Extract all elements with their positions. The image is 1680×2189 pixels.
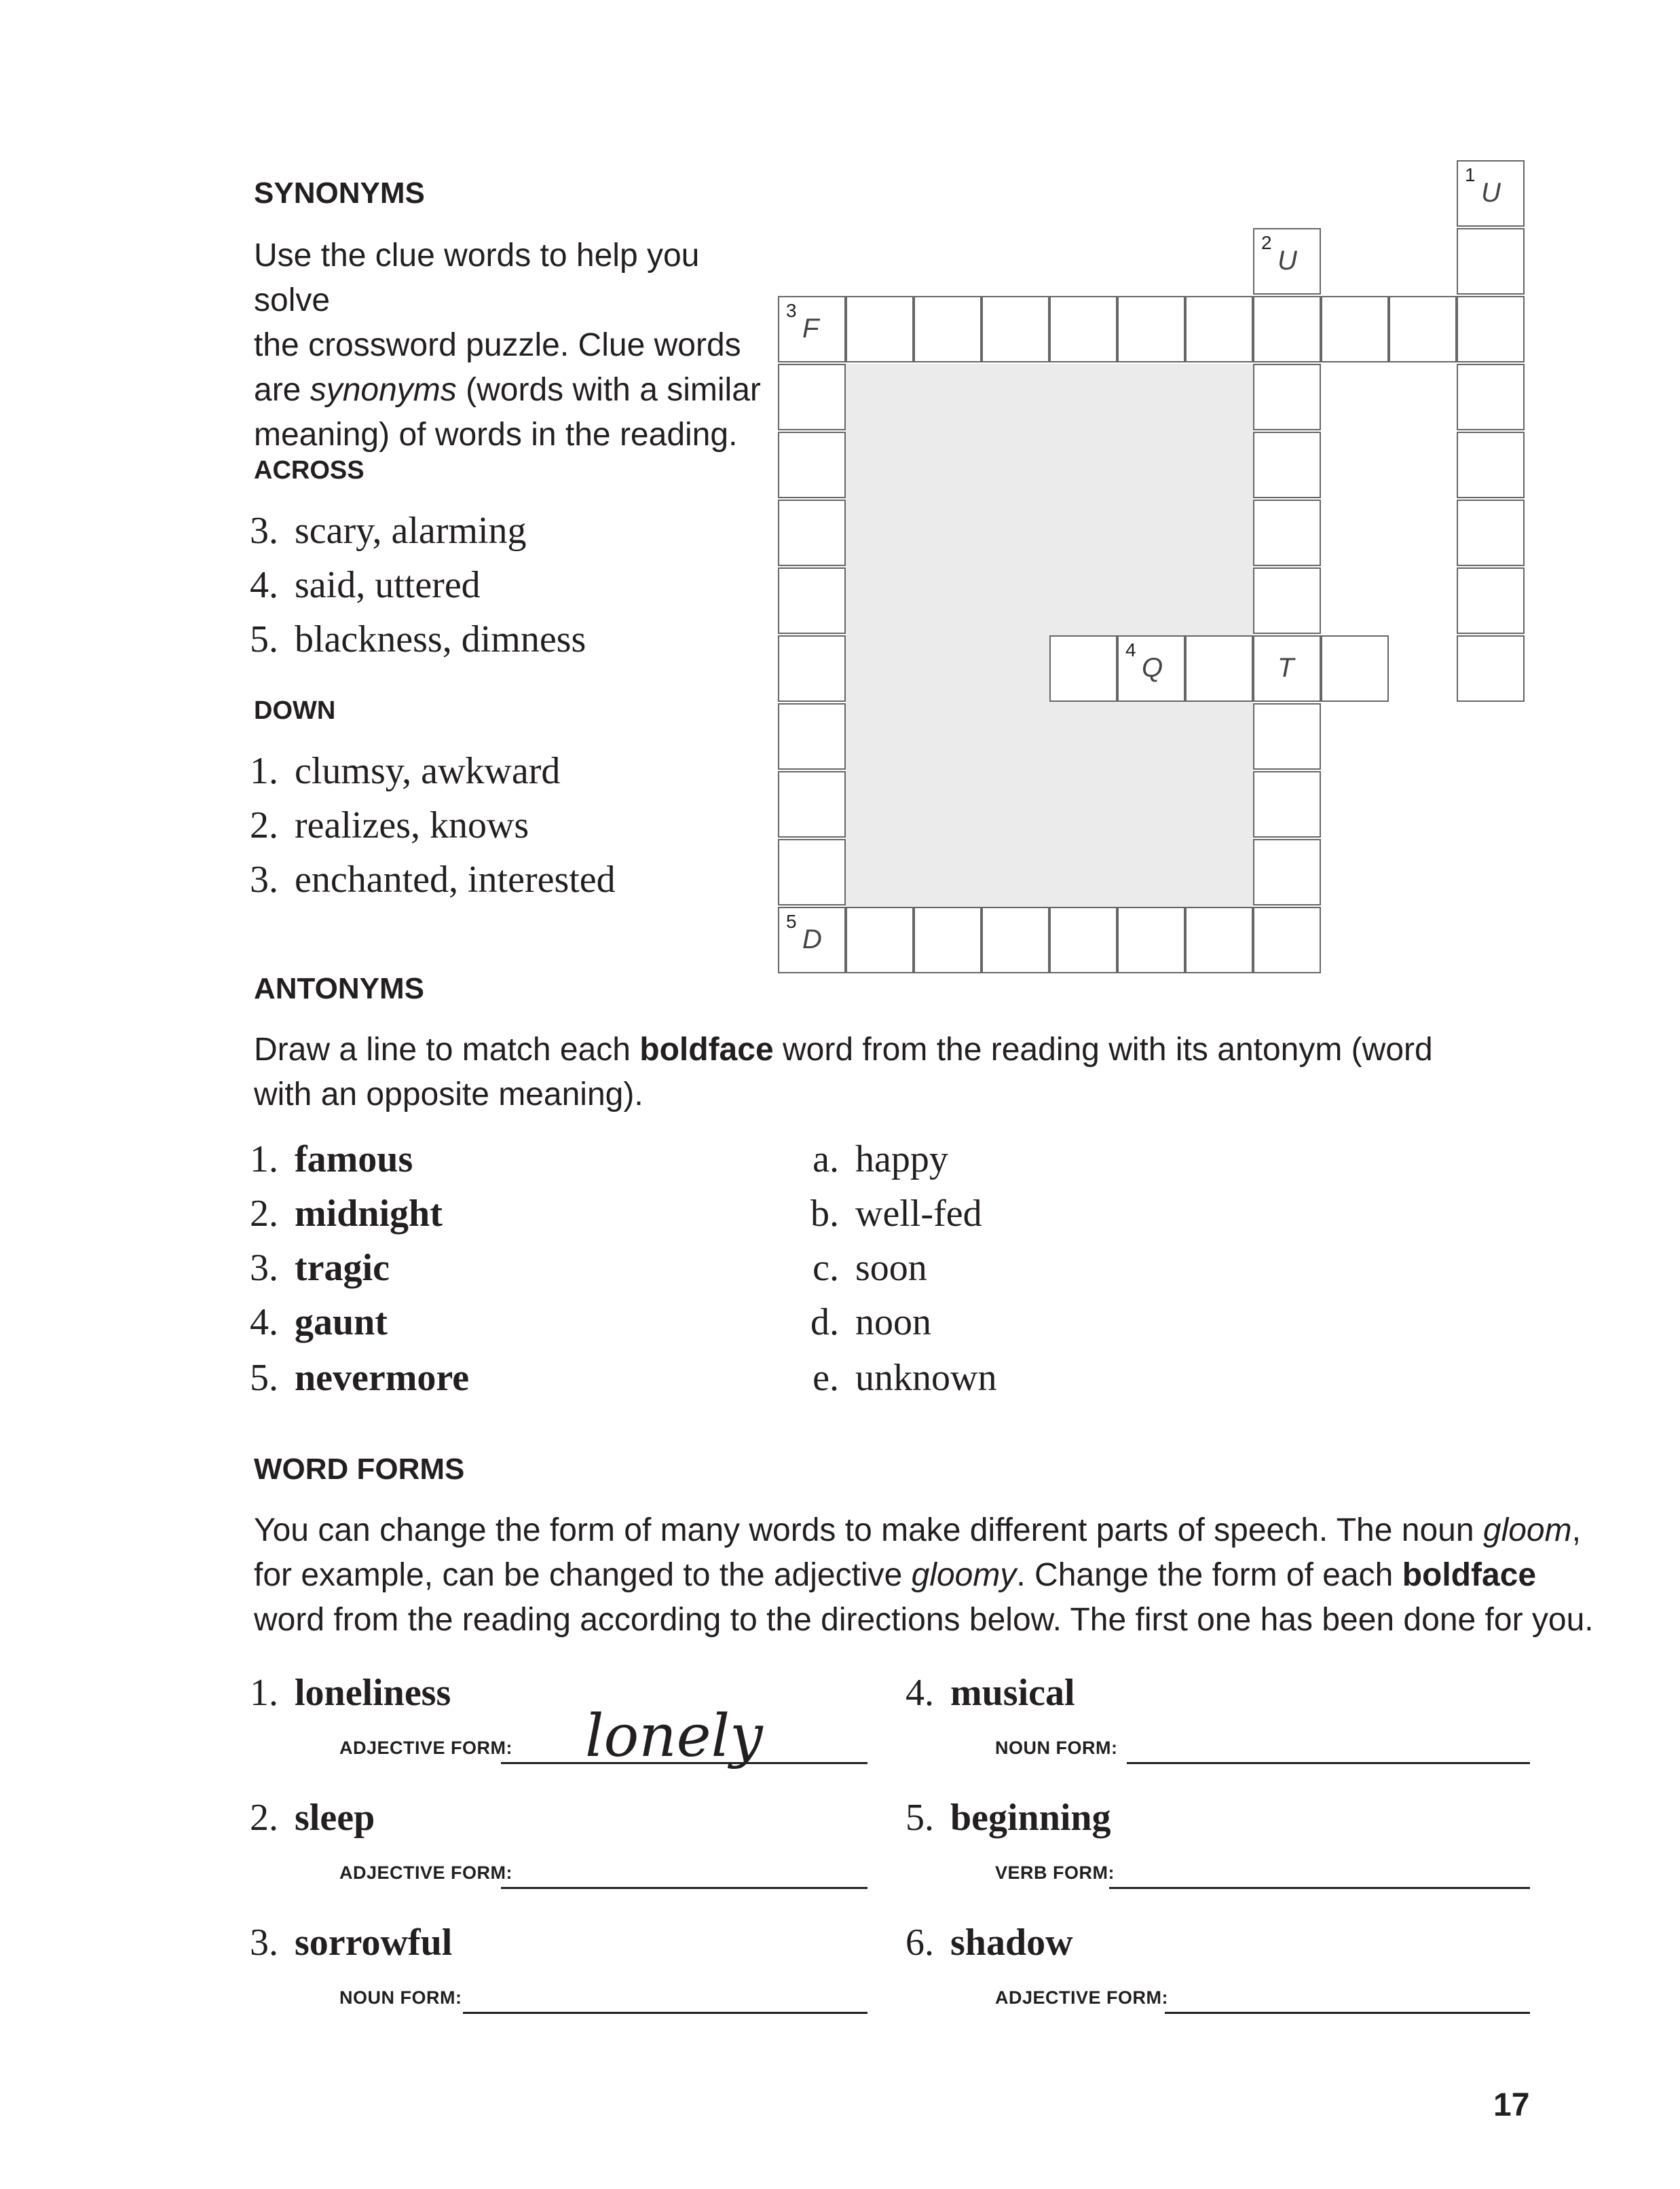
word-forms-intro: You can change the form of many words to make different parts of speech. The noun gloom, for example, can be changed to the adjective gloomy. Change the form of each boldface word from the reading according to the directions below. The first one has been done for you.	[254, 1512, 1594, 1638]
across-clue: 4. said, uttered	[250, 564, 481, 606]
antonym-word: 5. nevermore	[250, 1357, 470, 1399]
answer-line[interactable]	[1127, 1762, 1530, 1764]
answer-line[interactable]	[501, 1887, 867, 1889]
cell-number: 4	[1125, 639, 1136, 660]
crossword-cell[interactable]	[1049, 907, 1117, 973]
crossword-cell[interactable]	[1457, 160, 1525, 227]
intro-line-1: Use the clue words to help you solve	[254, 238, 700, 318]
antonym-choice: c. soon	[813, 1247, 927, 1289]
crossword-grid	[778, 160, 1527, 979]
across-clue: 3. scary, alarming	[250, 510, 527, 552]
cell-letter: D	[802, 924, 822, 954]
word-form-item: 4. musical	[906, 1672, 1075, 1714]
crossword-cell[interactable]	[846, 296, 914, 362]
word-form-item: 1. loneliness	[250, 1672, 451, 1714]
word-form-item: 5. beginning	[906, 1797, 1111, 1839]
crossword-cell[interactable]	[1253, 703, 1321, 770]
answer-line[interactable]	[1165, 2012, 1530, 2014]
cell-letter: Q	[1142, 653, 1163, 683]
synonyms-intro	[254, 233, 783, 457]
antonyms-heading: ANTONYMS	[254, 972, 424, 1005]
cell-number: 1	[1465, 164, 1476, 185]
crossword-cell[interactable]	[1321, 296, 1389, 362]
crossword-cell[interactable]	[1049, 296, 1117, 362]
crossword-cell[interactable]	[1253, 296, 1321, 362]
crossword-cell[interactable]	[1185, 635, 1253, 702]
crossword-cell[interactable]	[778, 839, 846, 905]
intro-line-4: meaning) of words in the reading.	[254, 417, 738, 453]
crossword-cell[interactable]	[1185, 296, 1253, 362]
crossword-cell[interactable]	[778, 364, 846, 430]
crossword-cell[interactable]	[1457, 364, 1525, 430]
intro-line-3: are synonyms (words with a similar	[254, 372, 761, 408]
crossword-cell[interactable]	[1321, 635, 1389, 702]
crossword-cell[interactable]	[1185, 907, 1253, 973]
crossword-cell[interactable]	[1253, 907, 1321, 973]
crossword-cell[interactable]	[778, 635, 846, 702]
crossword-cell[interactable]	[982, 296, 1049, 362]
cell-letter: T	[1277, 653, 1294, 683]
form-label: ADJECTIVE FORM:	[995, 1987, 1169, 2008]
form-label: NOUN FORM:	[995, 1738, 1118, 1758]
word-form-item: 3. sorrowful	[250, 1922, 453, 1964]
crossword-cell[interactable]	[914, 296, 982, 362]
crossword-cell[interactable]	[1049, 635, 1117, 702]
antonym-choice: d. noon	[810, 1301, 931, 1343]
antonym-choice: a. happy	[813, 1138, 948, 1180]
handwritten-answer: lonely	[585, 1702, 763, 1770]
crossword-cell[interactable]	[778, 567, 846, 634]
form-label: ADJECTIVE FORM:	[339, 1738, 513, 1758]
crossword-cell[interactable]	[982, 907, 1049, 973]
antonym-word: 3. tragic	[250, 1247, 390, 1289]
down-clue: 2. realizes, knows	[250, 804, 529, 846]
crossword-cell[interactable]	[1457, 500, 1525, 566]
antonym-choice: e. unknown	[813, 1357, 997, 1399]
intro-line-2: the crossword puzzle. Clue words	[254, 327, 741, 363]
down-label: DOWN	[254, 696, 336, 725]
cell-letter: F	[802, 314, 819, 343]
answer-line[interactable]	[463, 2012, 867, 2014]
antonyms-intro: Draw a line to match each boldface word from the reading with its antonym (word with an opposite meaning).	[254, 1032, 1433, 1112]
crossword-cell[interactable]	[1457, 296, 1525, 362]
cell-number: 3	[786, 300, 797, 321]
crossword-cell[interactable]	[778, 432, 846, 498]
crossword-cell[interactable]	[1253, 228, 1321, 295]
antonym-choice: b. well-fed	[810, 1193, 982, 1235]
crossword-cell[interactable]	[1117, 907, 1185, 973]
synonyms-heading: SYNONYMS	[254, 176, 425, 210]
word-form-item: 2. sleep	[250, 1797, 375, 1839]
across-label: ACROSS	[254, 456, 365, 485]
crossword-cell[interactable]	[1117, 296, 1185, 362]
crossword-cell[interactable]	[1253, 432, 1321, 498]
crossword-cell[interactable]	[1253, 364, 1321, 430]
word-form-item: 6. shadow	[906, 1922, 1073, 1964]
form-label: VERB FORM:	[995, 1863, 1115, 1883]
cell-number: 5	[786, 911, 797, 932]
down-clue: 1. clumsy, awkward	[250, 750, 561, 792]
antonym-word: 1. famous	[250, 1138, 413, 1180]
antonym-word: 2. midnight	[250, 1193, 443, 1235]
crossword-cell[interactable]	[846, 907, 914, 973]
crossword-cell[interactable]	[1253, 500, 1321, 566]
crossword-cell[interactable]	[1253, 839, 1321, 905]
crossword-cell[interactable]	[1389, 296, 1457, 362]
crossword-cell[interactable]	[1457, 567, 1525, 634]
word-forms-heading: WORD FORMS	[254, 1453, 465, 1486]
crossword-cell[interactable]	[778, 771, 846, 838]
form-label: ADJECTIVE FORM:	[339, 1863, 513, 1883]
cell-letter: U	[1481, 178, 1501, 208]
crossword-cell[interactable]	[1457, 228, 1525, 295]
form-label: NOUN FORM:	[339, 1987, 462, 2008]
across-clue: 5. blackness, dimness	[250, 618, 586, 660]
crossword-cell[interactable]	[1253, 635, 1321, 702]
crossword-cell[interactable]	[914, 907, 982, 973]
antonym-word: 4. gaunt	[250, 1301, 388, 1343]
crossword-cell[interactable]	[1253, 567, 1321, 634]
page-number: 17	[1493, 2087, 1530, 2123]
crossword-cell[interactable]	[1457, 635, 1525, 702]
cell-number: 2	[1261, 232, 1272, 253]
crossword-cell[interactable]	[778, 703, 846, 770]
answer-line[interactable]	[1109, 1887, 1530, 1889]
crossword-cell[interactable]	[1457, 432, 1525, 498]
cell-letter: U	[1277, 246, 1297, 276]
crossword-cell[interactable]	[778, 500, 846, 566]
crossword-cell[interactable]	[778, 907, 846, 973]
crossword-cell[interactable]	[1117, 635, 1185, 702]
crossword-cell[interactable]	[778, 296, 846, 362]
down-clue: 3. enchanted, interested	[250, 859, 616, 901]
crossword-cell[interactable]	[1253, 771, 1321, 838]
